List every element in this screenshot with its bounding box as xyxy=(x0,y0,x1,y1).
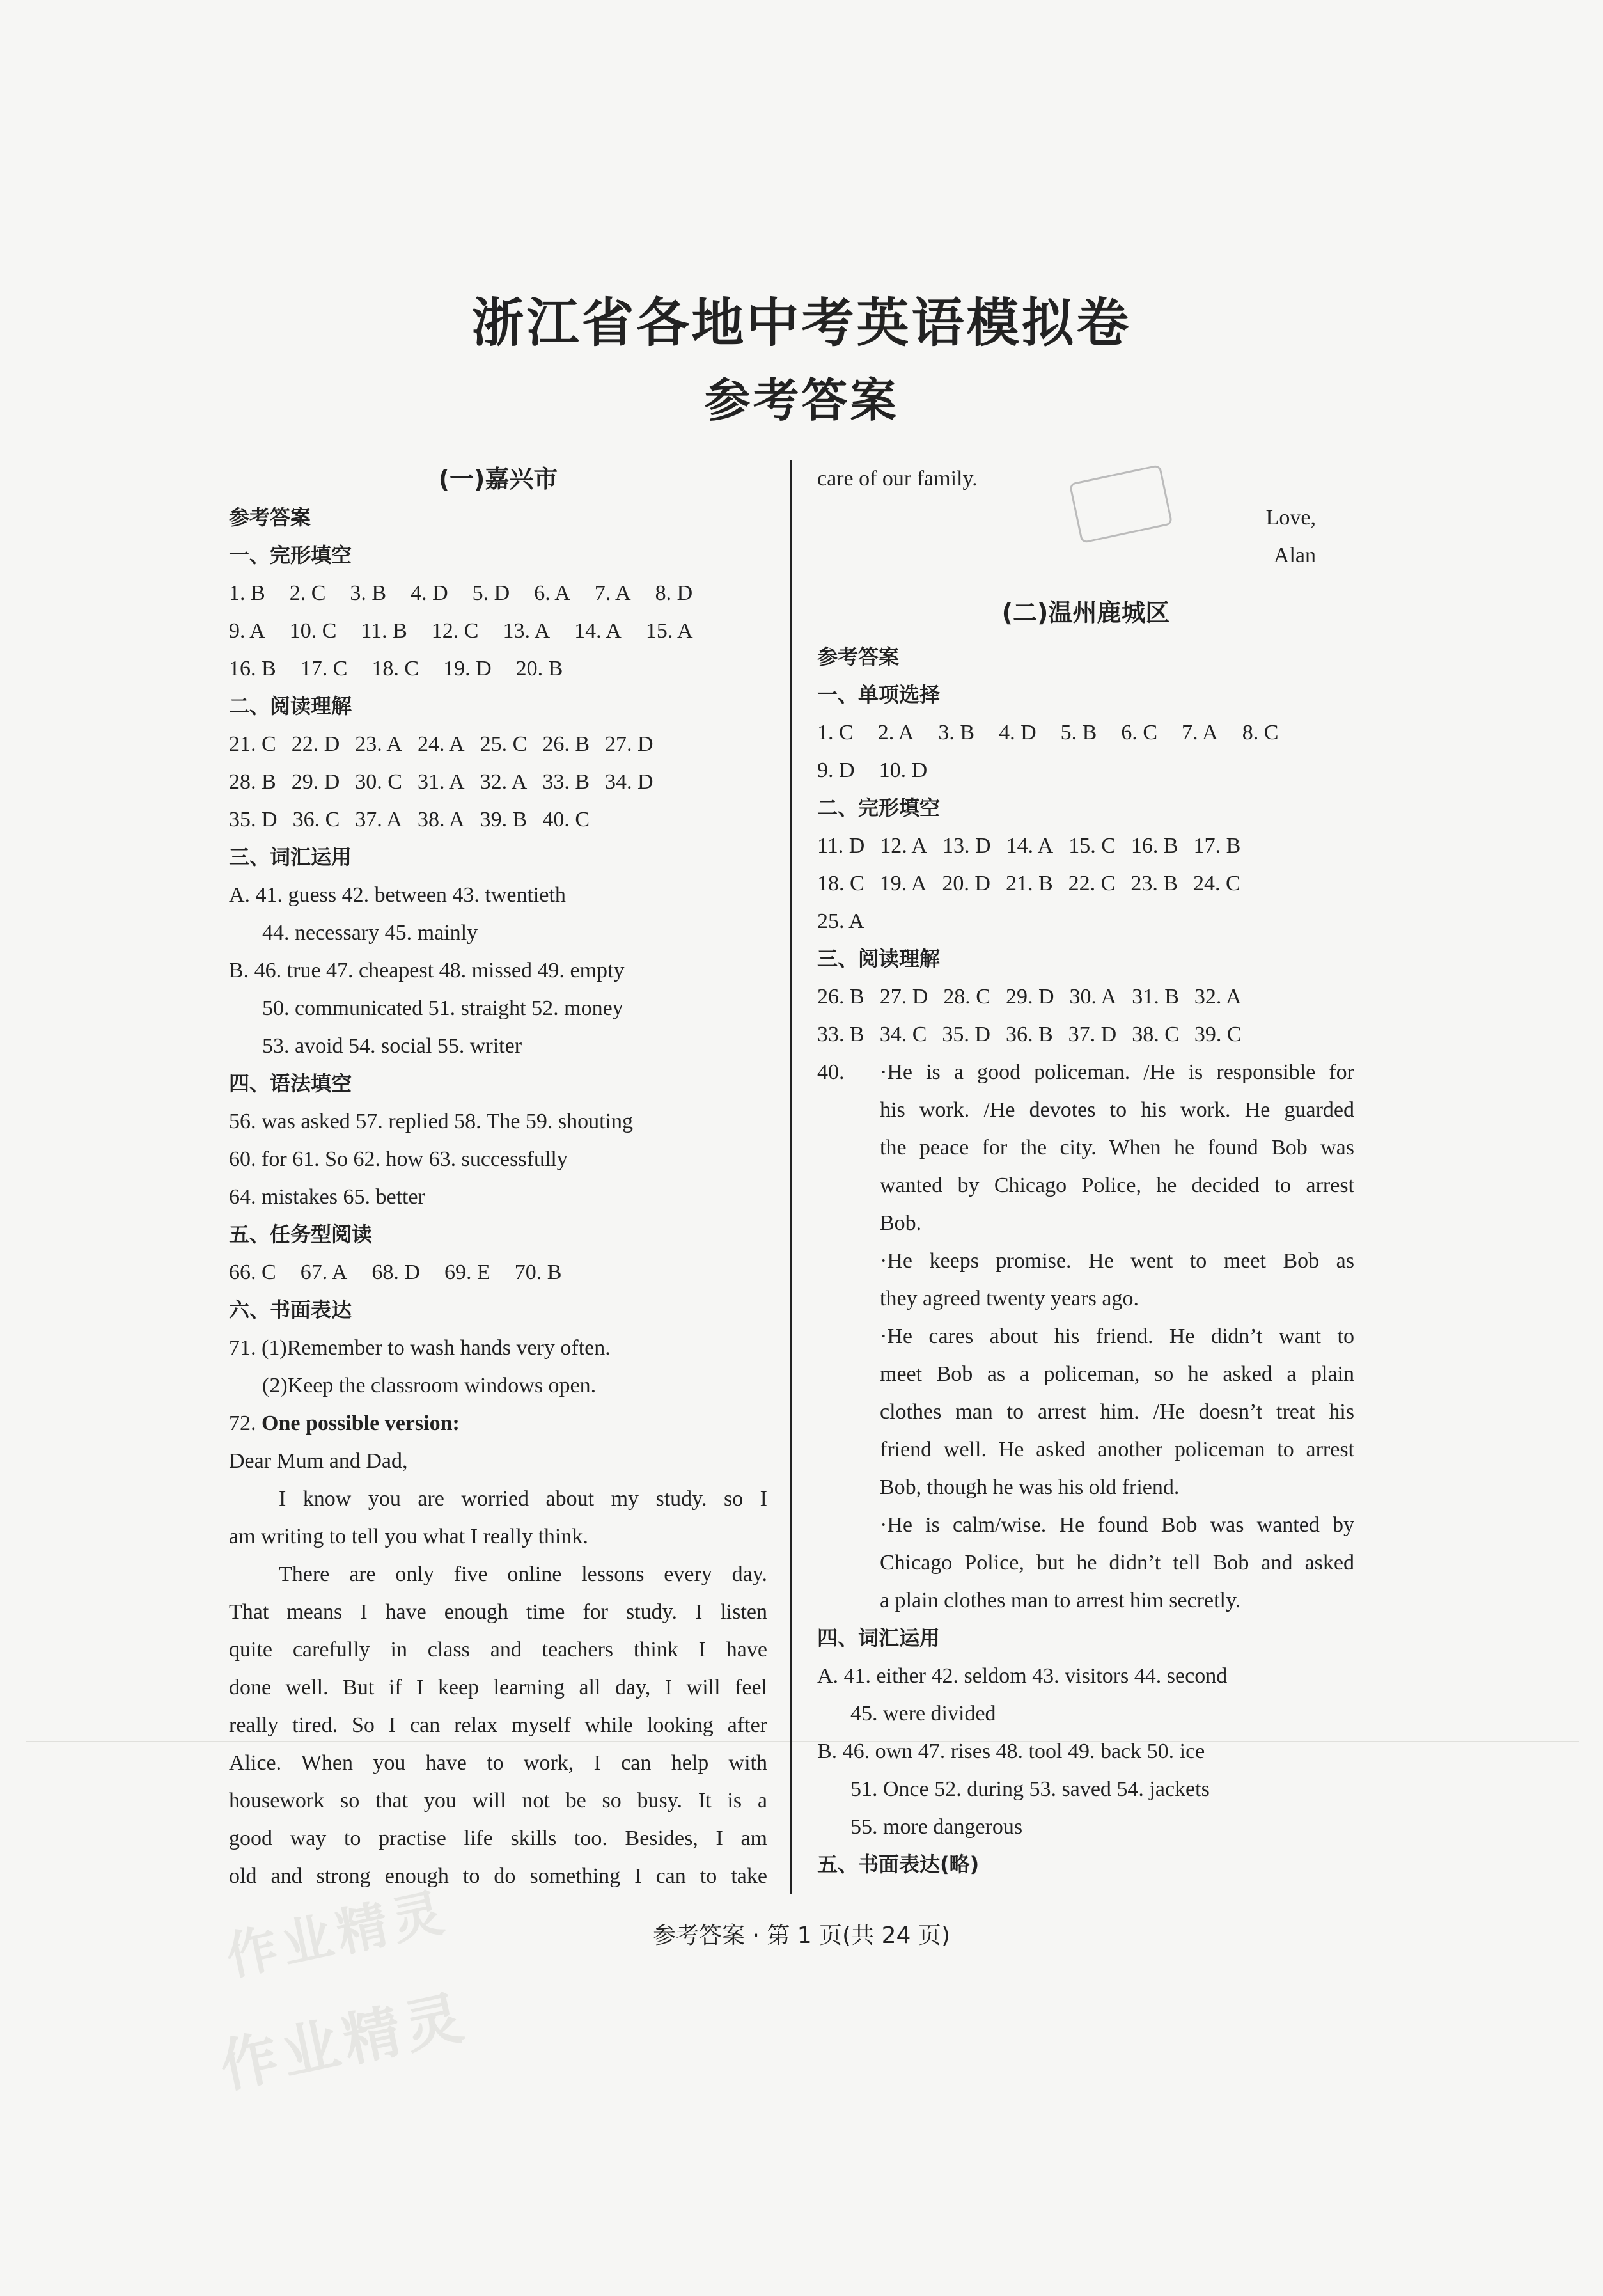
q40-line: ·He is calm/wise. He found Bob was wanted by xyxy=(880,1513,1354,1537)
answer-line: 64. mistakes 65. better xyxy=(229,1185,425,1209)
q40-line: 40. ·He is a good policeman. /He is responsible for xyxy=(817,1053,1354,1091)
answer-row: 1. C 2. A 3. B 4. D 5. B 6. C 7. A 8. C xyxy=(817,721,1279,744)
q40-line: meet Bob as a policeman, so he asked a plain xyxy=(880,1362,1354,1386)
answer-row: 26. B 27. D 28. C 29. D 30. A 31. B 32. A xyxy=(817,985,1242,1009)
page-footer: 参考答案 · 第 1 页(共 24 页) xyxy=(653,1923,950,1949)
ref-heading: 参考答案 xyxy=(229,505,311,530)
letter-line: quite carefully in class and teachers think I have xyxy=(229,1638,767,1662)
letter-greeting: Dear Mum and Dad, xyxy=(229,1449,408,1473)
heading-reading: 三、阅读理解 xyxy=(817,947,941,971)
answer-row: 9. A 10. C 11. B 12. C 13. A 14. A 15. A xyxy=(229,619,693,643)
answer-line: 51. Once 52. during 53. saved 54. jackets xyxy=(850,1777,1210,1801)
letter-line: good way to practise life skills too. Besides, I am xyxy=(229,1827,767,1850)
watermark: 作业精灵 xyxy=(214,1983,474,2102)
answer-line: 72. One possible version: xyxy=(229,1411,460,1435)
letter-line: old and strong enough to do something I can to take xyxy=(229,1864,767,1888)
letter-line: really tired. So I can relax myself while looking after xyxy=(229,1713,767,1737)
answer-line: 60. for 61. So 62. how 63. successfully xyxy=(229,1147,568,1171)
section-title-wenzhou: (二)温州鹿城区 xyxy=(1001,599,1170,627)
answer-line: 50. communicated 51. straight 52. money xyxy=(262,996,623,1020)
answer-line: B. 46. true 47. cheapest 48. missed 49. empty xyxy=(229,959,625,982)
q40-line: Bob. xyxy=(880,1211,922,1235)
answer-row: 1. B 2. C 3. B 4. D 5. D 6. A 7. A 8. D xyxy=(229,581,693,605)
answer-line: B. 46. own 47. rises 48. tool 49. back 50. ice xyxy=(817,1740,1205,1763)
heading-vocab: 三、词汇运用 xyxy=(229,845,352,869)
answer-line: 56. was asked 57. replied 58. The 59. shouting xyxy=(229,1110,634,1133)
answer-line: 55. more dangerous xyxy=(850,1815,1023,1839)
letter-line: Alice. When you have to work, I can help with xyxy=(229,1751,767,1775)
answer-row: 11. D 12. A 13. D 14. A 15. C 16. B 17. B xyxy=(817,834,1241,858)
section-title-jiaxing: (一)嘉兴市 xyxy=(438,465,558,493)
left-column xyxy=(229,459,767,1895)
column-divider xyxy=(790,460,792,1894)
q40-line: the peace for the city. When he found Bob was xyxy=(880,1136,1354,1160)
page-subtitle: 参考答案 xyxy=(704,373,899,427)
right-column xyxy=(817,459,1354,1883)
answer-row: 9. D 10. D xyxy=(817,759,928,782)
heading-writing: 五、书面表达(略) xyxy=(817,1852,980,1876)
answer-line: A. 41. guess 42. between 43. twentieth xyxy=(229,883,566,907)
heading-single-choice: 一、单项选择 xyxy=(817,682,941,707)
q40-line: ·He keeps promise. He went to meet Bob as xyxy=(880,1249,1354,1273)
q40-line: ·He cares about his friend. He didn’t want to xyxy=(880,1325,1354,1348)
answer-line: 44. necessary 45. mainly xyxy=(262,921,478,945)
q40-line: Bob, though he was his old friend. xyxy=(880,1475,1180,1499)
ref-heading: 参考答案 xyxy=(817,645,900,669)
letter-closing: Love, xyxy=(1265,506,1316,530)
q40-line: clothes man to arrest him. /He doesn’t treat his xyxy=(880,1400,1354,1424)
q40-line: a plain clothes man to arrest him secretly. xyxy=(880,1589,1241,1612)
answer-row: 16. B 17. C 18. C 19. D 20. B xyxy=(229,657,563,680)
letter-line: That means I have enough time for study. I listen xyxy=(229,1600,767,1624)
letter-line: done well. But if I keep learning all day, I will feel xyxy=(229,1676,767,1699)
answer-row: 28. B 29. D 30. C 31. A 32. A 33. B 34. D xyxy=(229,770,653,794)
answer-line: 71. (1)Remember to wash hands very often. xyxy=(229,1336,611,1360)
letter-line: am writing to tell you what I really think. xyxy=(229,1525,588,1548)
heading-reading: 二、阅读理解 xyxy=(229,694,352,718)
answer-line: A. 41. either 42. seldom 43. visitors 44. second xyxy=(817,1664,1228,1688)
answer-row: 25. A xyxy=(817,909,864,933)
page-title: 浙江省各地中考英语模拟卷 xyxy=(471,292,1132,354)
heading-cloze: 二、完形填空 xyxy=(817,796,941,820)
answer-row: 66. C 67. A 68. D 69. E 70. B xyxy=(229,1261,562,1284)
q40-line: they agreed twenty years ago. xyxy=(880,1287,1139,1310)
answer-row: 33. B 34. C 35. D 36. B 37. D 38. C 39. C xyxy=(817,1023,1242,1046)
letter-line: housework so that you will not be so busy. It is a xyxy=(229,1789,767,1812)
letter-signature: Alan xyxy=(1273,544,1316,567)
heading-vocab: 四、词汇运用 xyxy=(817,1626,941,1650)
q40-line: Chicago Police, but he didn’t tell Bob and asked xyxy=(880,1551,1354,1575)
q40-line: wanted by Chicago Police, he decided to arrest xyxy=(880,1174,1354,1197)
q40-line: his work. /He devotes to his work. He guarded xyxy=(880,1098,1354,1122)
answer-line: (2)Keep the classroom windows open. xyxy=(262,1374,597,1397)
heading-grammar: 四、语法填空 xyxy=(229,1071,352,1096)
heading-writing: 六、书面表达 xyxy=(229,1298,352,1322)
answer-line: 45. were divided xyxy=(850,1702,996,1726)
q40-number: 40. xyxy=(817,1060,845,1084)
letter-continuation: care of our family. xyxy=(817,467,978,491)
letter-line: I know you are worried about my study. so I xyxy=(279,1487,767,1511)
answer-row: 35. D 36. C 37. A 38. A 39. B 40. C xyxy=(229,808,590,831)
answer-line: 53. avoid 54. social 55. writer xyxy=(262,1034,522,1058)
answer-row: 21. C 22. D 23. A 24. A 25. C 26. B 27. D xyxy=(229,732,653,756)
heading-cloze: 一、完形填空 xyxy=(229,543,352,567)
answer-row: 18. C 19. A 20. D 21. B 22. C 23. B 24. C xyxy=(817,872,1240,895)
watermark: 作业精灵 xyxy=(221,1882,454,1987)
q40-line: friend well. He asked another policeman to arrest xyxy=(880,1438,1354,1461)
letter-line: There are only five online lessons every day. xyxy=(279,1562,767,1586)
heading-task-reading: 五、任务型阅读 xyxy=(229,1222,373,1246)
